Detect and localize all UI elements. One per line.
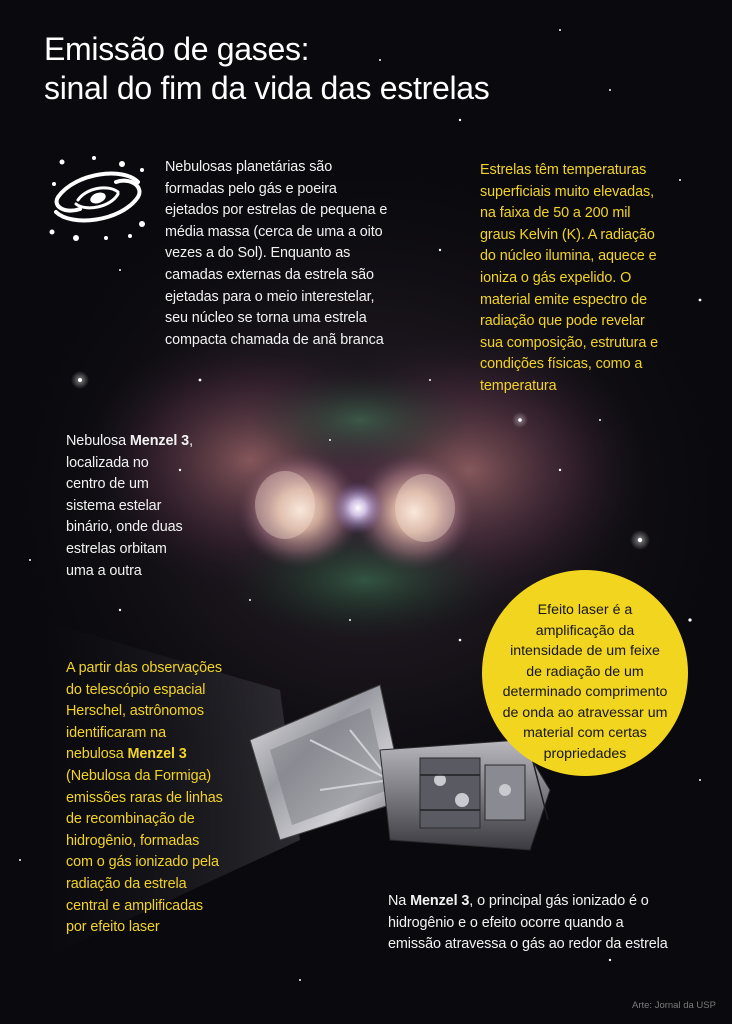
text-line: determinado comprimento <box>502 684 668 700</box>
text-line: temperatura <box>480 377 557 394</box>
text-line <box>66 431 201 453</box>
text-line: amplificação da <box>535 622 635 639</box>
text-line: A partir das observações <box>66 660 222 676</box>
menzel-name: Menzel 3 <box>410 893 470 909</box>
text-line: do telescópio espacial <box>66 681 206 698</box>
text-line: na faixa de 50 a 200 mil <box>480 205 631 222</box>
text-fragment: , <box>189 433 193 449</box>
text-line: radiação da estrela <box>66 875 187 892</box>
nebulae-description <box>165 157 410 351</box>
text-line: identificaram na <box>66 724 166 741</box>
text-line: com o gás ionizado pela <box>66 854 219 871</box>
text-line: emissão atravessa o gás ao redor da estrela <box>388 936 668 953</box>
text-line: ejetados por estrelas de pequena e <box>165 202 388 219</box>
text-line: do núcleo ilumina, aquece e <box>480 248 657 265</box>
hydrogen-description <box>388 891 688 956</box>
text-line: Efeito laser é a <box>537 602 633 618</box>
title-line-2: sinal do fim da vida das estrelas <box>44 70 490 106</box>
text-line: intensidade de um feixe <box>510 643 660 659</box>
text-fragment: Na <box>388 893 411 909</box>
text-line: média massa (cerca de uma a oito <box>165 223 383 240</box>
text-line: centro de um <box>66 476 149 493</box>
text-line: hidrogênio, formadas <box>66 832 200 849</box>
text-line: de recombinação de <box>66 811 195 828</box>
text-line: por efeito laser <box>66 919 160 936</box>
text-line: binário, onde duas <box>66 519 183 536</box>
text-line: camadas externas da estrela são <box>165 266 374 283</box>
text-line: compacta chamada de anã branca <box>165 331 384 348</box>
text-line: (Nebulosa da Formiga) <box>66 767 212 784</box>
text-line: uma a outra <box>66 562 142 579</box>
text-fragment: Nebulosa <box>66 433 130 449</box>
text-line <box>388 891 688 913</box>
text-line: seu núcleo se torna uma estrela <box>165 310 367 327</box>
laser-description <box>496 600 674 764</box>
text-line: localizada no <box>66 454 149 471</box>
text-line: radiação que pode revelar <box>480 313 645 330</box>
text-line: de radiação de um <box>526 663 644 680</box>
text-line: emissões raras de linhas <box>66 789 223 806</box>
menzel-description <box>66 431 201 582</box>
text-line <box>66 744 241 766</box>
text-line: propriedades <box>543 745 627 762</box>
herschel-description <box>66 658 241 939</box>
text-line: central e amplificadas <box>66 897 203 914</box>
title-line-1: Emissão de gases: <box>44 31 310 67</box>
text-line: estrelas orbitam <box>66 540 167 557</box>
text-line: condições físicas, como a <box>480 356 643 373</box>
text-line: Nebulosas planetárias são <box>165 159 333 175</box>
menzel-name: Menzel 3 <box>127 746 187 763</box>
text-line: material emite espectro de <box>480 291 647 308</box>
page-title <box>44 30 704 108</box>
text-line: sua composição, estrutura e <box>480 334 659 351</box>
text-line: superficiais muito elevadas, <box>480 183 654 200</box>
temperature-description <box>480 160 690 398</box>
galaxy-icon <box>46 152 148 244</box>
image-credit: Arte: Jornal da USP <box>632 1000 716 1011</box>
text-line: material com certas <box>523 725 647 741</box>
text-fragment: nebulosa <box>66 746 128 763</box>
text-line: sistema estelar <box>66 497 162 514</box>
text-line: vezes a do Sol). Enquanto as <box>165 245 351 262</box>
text-line: ejetadas para o meio interestelar, <box>165 288 375 305</box>
text-line: formadas pelo gás e poeira <box>165 180 337 197</box>
text-line: ioniza o gás expelido. O <box>480 269 632 286</box>
text-fragment: , o principal gás ionizado é o <box>469 893 649 909</box>
text-line: de onda ao atravessar um <box>502 704 668 721</box>
text-line: Herschel, astrônomos <box>66 703 204 720</box>
text-line: Estrelas têm temperaturas <box>480 162 647 178</box>
text-line: hidrogênio e o efeito ocorre quando a <box>388 914 624 931</box>
text-line: graus Kelvin (K). A radiação <box>480 226 655 243</box>
menzel-name: Menzel 3 <box>129 433 190 449</box>
